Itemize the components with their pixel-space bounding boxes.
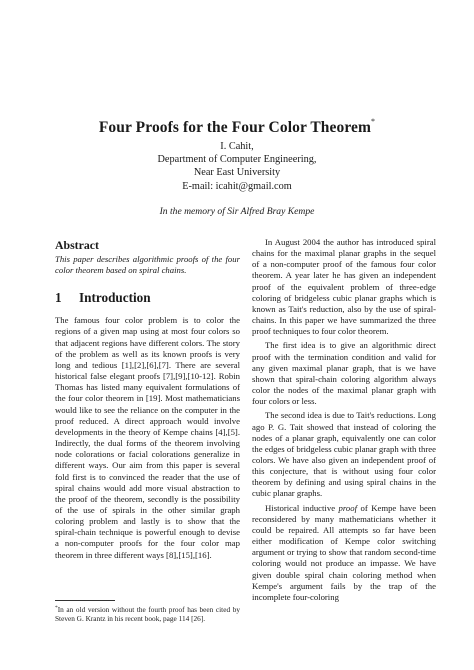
title-text: Four Proofs for the Four Color Theorem — [98, 119, 372, 136]
kempe-text-before: Historical inductive — [265, 502, 339, 513]
paragraph-second-idea: The second idea is due to Tait's reductions. Long ago P. G. Tait showed that instead of coloring the nodes of a planar graph, equivalently one can color the edges of bridgeless cubic planar graph with three colors. We have also given an independent proof of this conjecture, that is without using four color theorem by defining and using spiral chains in the cubic planar graphs. — [252, 410, 436, 499]
left-column — [55, 237, 240, 561]
kempe-text-after: of Kempe have been reconsidered by many mathematicians whether it could be repaired. All attempts so far have been either modification of Kempe color switching argument or trying to show that random second-time coloring would not produce an impasse. We have given double spiral chain coloring method when Kempe's argument fails by the trap of the incomplete four-coloring — [252, 502, 436, 602]
author-university: Near East University — [193, 167, 281, 179]
right-column — [252, 237, 436, 603]
title-footnote-mark: * — [371, 117, 376, 126]
paragraph-spiral-chains: In August 2004 the author has introduced spiral chains for the maximal planar graphs in the sequel of a non-computer proof of the famous four color theorem. A year later he has given an independent proof of the equivalent problem of three-edge coloring of bridgeless cubic planar graphs which is known as Tait's reduction, also by the use of spiral-chains. In this paper we have summarized the three proof techniques to four color theorem. — [252, 237, 436, 337]
abstract-text: This paper describes algorithmic proofs of the four color theorem based on spiral chains. — [55, 254, 240, 276]
kempe-text-italic: proof — [338, 502, 358, 513]
footnote-mark: * — [55, 605, 58, 611]
author-email: E-mail: icahit@gmail.com — [182, 180, 292, 192]
introduction-paragraph: The famous four color problem is to color the regions of a given map using at most four colors so that adjacent regions have different colors. The story of the problem as well as its known proofs is very long and tedious [1],[2],[6],[7]. There are several historical false elegant proofs [7],[9],[10-12]. Robin Thomas has listed many equivalent formulations of the four color theorem in [19]. Most mathematicians would like to see the reliance on the computer in the proof reduced. A direct approach would involve developments in the theory of Kempe chains [4],[5]. Indirectly, the dual forms of the theorem involving node colorations or facial colorations generalize in different ways. Our aim from this paper is several fold first is to convinced the reader that the use of spiral chains would add more visual abstraction to the proof of the theorem, secondly is the possibility of the use of spirals in the other similar graph coloring problem and lastly is to show that the spiral-chain technique is powerful enough to devise a non-computer proofs for the four color map theorem in three different ways [8],[15],[16]. — [55, 315, 240, 560]
footnote-text: In an old version without the fourth proof has been cited by Steven G. Krantz in his recent book, page 114 [26]. — [55, 605, 240, 624]
author-department: Department of Computer Engineering, — [157, 154, 317, 166]
footnote-rule — [55, 600, 115, 601]
footnote — [55, 604, 240, 623]
paragraph-first-idea: The first idea is to give an algorithmic direct proof with the termination condition and valid for any given maximal planar graph, that is we have shown that spiral-chain coloring algorithm always color the nodes of the maximal planar graph with four colors or less. — [252, 340, 436, 407]
section-number: 1 — [55, 290, 62, 306]
dedication: In the memory of Sir Alfred Bray Kempe — [159, 206, 315, 217]
author-block — [0, 140, 474, 193]
paper-title — [0, 117, 474, 137]
abstract-heading: Abstract — [55, 238, 99, 252]
section-title: Introduction — [79, 290, 151, 306]
paragraph-kempe-proof — [252, 503, 436, 603]
introduction-heading — [55, 289, 240, 315]
author-name: I. Cahit, — [220, 141, 254, 152]
